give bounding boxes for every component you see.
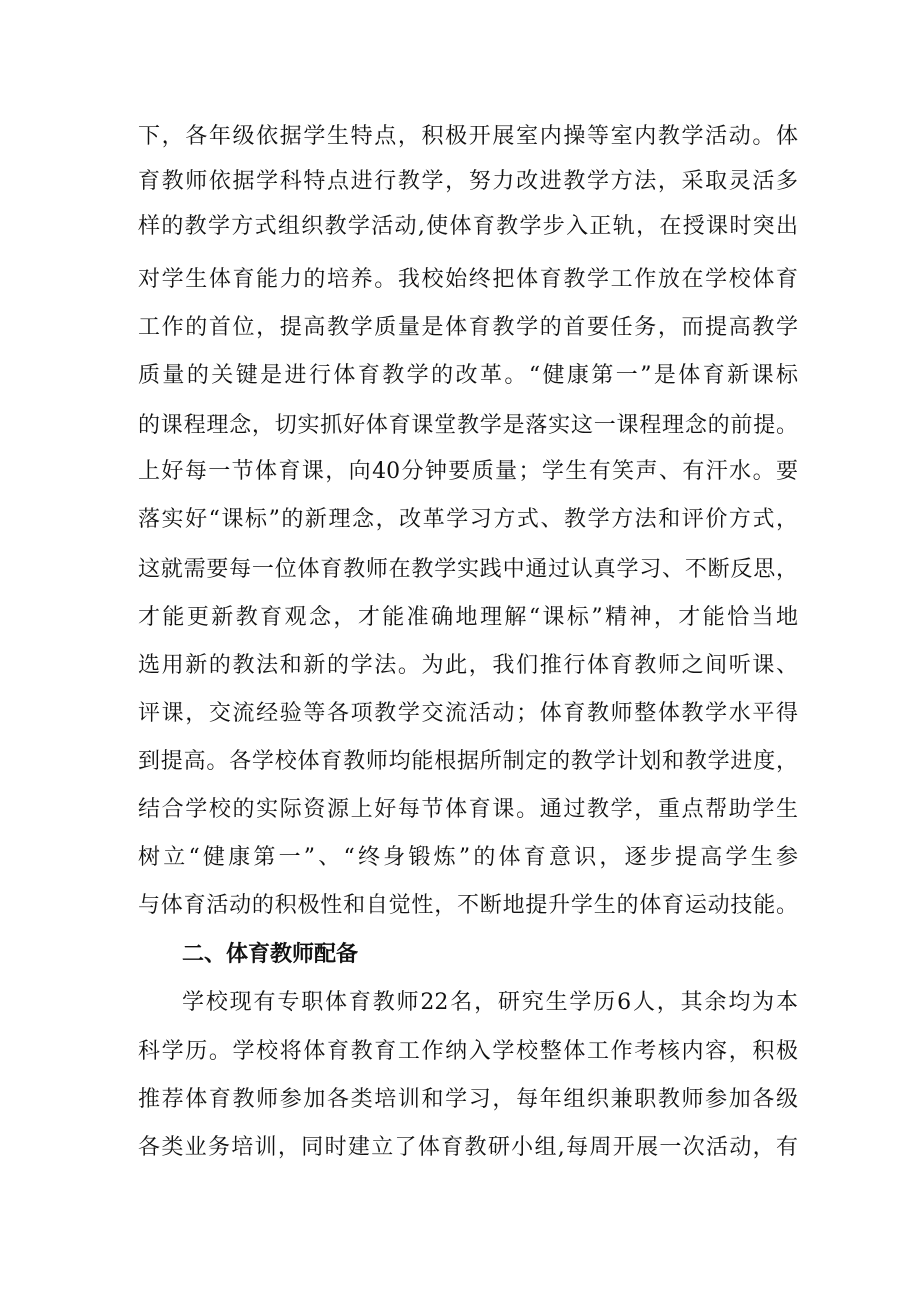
body-text-line: 评课，交流经验等各项教学交流活动；体育教师整体教学水平得 [138, 701, 798, 726]
body-text-line: 质量的关键是进行体育教学的改革。“健康第一”是体育新课标 [138, 363, 798, 388]
body-text-line: 推荐体育教师参加各类培训和学习，每年组织兼职教师参加各级 [138, 1087, 798, 1112]
body-text-line: 才能更新教育观念，才能准确地理解“课标”精神，才能恰当地 [138, 605, 798, 630]
body-text-line: 树立“健康第一”、“终身锻炼”的体育意识，逐步提高学生参 [138, 845, 798, 870]
body-text-line: 到提高。各学校体育教师均能根据所制定的教学计划和教学进度， [138, 749, 798, 774]
body-text-line: 选用新的教法和新的学法。为此，我们推行体育教师之间听课、 [138, 653, 798, 678]
body-text-line: 下，各年级依据学生特点，积极开展室内操等室内教学活动。体 [138, 124, 798, 149]
body-text-line: 学校现有专职体育教师22名，研究生学历6人，其余均为本 [182, 990, 798, 1015]
body-text-line: 各类业务培训，同时建立了体育教研小组,每周开展一次活动，有 [138, 1135, 798, 1160]
body-text-line: 落实好“课标”的新理念，改革学习方式、教学方法和评价方式， [138, 507, 798, 532]
body-text-line: 这就需要每一位体育教师在教学实践中通过认真学习、不断反思， [138, 557, 798, 582]
body-text-line: 工作的首位，提高教学质量是体育教学的首要任务，而提高教学 [138, 315, 798, 340]
body-text-line: 科学历。学校将体育教育工作纳入学校整体工作考核内容，积极 [138, 1039, 798, 1064]
section-heading: 二、体育教师配备 [182, 942, 359, 967]
body-text-line: 育教师依据学科特点进行教学，努力改进教学方法，采取灵活多 [138, 169, 798, 194]
body-text-line: 结合学校的实际资源上好每节体育课。通过教学，重点帮助学生 [138, 797, 798, 822]
body-text-line: 与体育活动的积极性和自觉性，不断地提升学生的体育运动技能。 [138, 893, 798, 918]
body-text-line: 的课程理念，切实抓好体育课堂教学是落实这一课程理念的前提。 [138, 413, 798, 438]
body-text-line: 上好每一节体育课，向40分钟要质量；学生有笑声、有汗水。要 [138, 459, 798, 484]
body-text-line: 样的教学方式组织教学活动,使体育教学步入正轨，在授课时突出 [138, 214, 798, 239]
body-text-line: 对学生体育能力的培养。我校始终把体育教学工作放在学校体育 [138, 267, 798, 292]
